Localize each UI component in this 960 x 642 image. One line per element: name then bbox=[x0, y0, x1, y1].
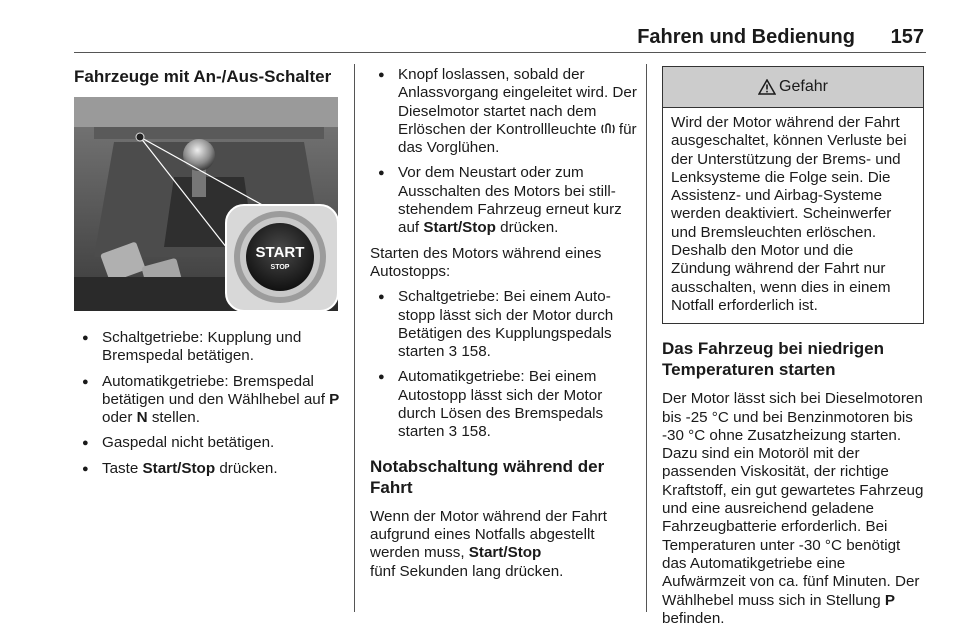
page-number: 157 bbox=[890, 26, 924, 48]
subheading: Notabschaltung während der Fahrt bbox=[370, 456, 605, 497]
steps-list-continued bbox=[370, 66, 638, 238]
list-item: ● Vor dem Neustart oder zum Ausschalten des Motors bei stillstehendem Fahrzeug erneut kurz auf Start/Stop drücken. bbox=[370, 164, 638, 237]
glow-plug-icon bbox=[601, 123, 615, 135]
page-reference[interactable]: 3 158. bbox=[448, 423, 491, 441]
stop-label: STOP bbox=[270, 264, 290, 271]
list-item: ● Taste Start/Stop drücken. bbox=[74, 460, 346, 478]
list-item: ● Knopf loslassen, sobald der Anlassvorgang eingeleitet wird. Der Dieselmotor startet nach dem Erlöschen der Kontrollleuchte für das Vorglühen. bbox=[370, 66, 638, 157]
header-rule bbox=[74, 52, 926, 53]
warning-triangle-icon bbox=[758, 79, 776, 95]
column-2 bbox=[370, 66, 638, 588]
start-label: START bbox=[255, 244, 305, 261]
paragraph: Der Motor lässt sich bei Dieselmotoren bis -25 °C und bei Benzinmotoren bis -30 °C ohne Zusatzheizung starten. Dazu sind ein Motoröl mit der passenden Viskosität, der richtige Kraftstoff, ein gut gewartetes Fahrzeug und eine ausreichend geladene Fahrzeugbatterie erforderlich. Bei Temperaturen unter -30 °C benötigt das Automatikgetriebe eine Aufwärmzeit von ca. fünf Minuten. Der Wählhebel muss sich in Stellung P befinden. bbox=[662, 390, 924, 627]
list-item: ● Schaltgetriebe: Kupplung und Bremspedal betätigen. bbox=[74, 329, 346, 366]
danger-box bbox=[662, 66, 924, 324]
start-stop-button-photo bbox=[74, 97, 338, 311]
subheading: Das Fahrzeug bei niedrigen Temperaturen starten bbox=[662, 339, 884, 380]
danger-body: Wird der Motor während der Fahrt ausgeschaltet, können Verluste bei der Unterstützung der Brems- und Lenksysteme die Folge sein. Die Assistenz- und Airbag-Systeme werden deaktiviert. Scheinwerfer und Bremsleuchten erlöschen. Deshalb den Motor und die Zündung während der Fahrt nur ausschalten, wenn dies in einem Notfall erforderlich ist. bbox=[671, 114, 907, 314]
page-reference[interactable]: 3 158. bbox=[448, 343, 491, 361]
list-item: ● Automatikgetriebe: Bei einem Autostopp lässt sich der Motor durch Lösen des Bremspedals starten 3 158. bbox=[370, 368, 638, 441]
column-divider-1 bbox=[354, 64, 355, 612]
paragraph: Starten des Motors während eines Autostopps: bbox=[370, 244, 602, 280]
column-divider-2 bbox=[646, 64, 647, 612]
running-header-title: Fahren und Bedienung bbox=[637, 26, 855, 48]
autostop-list bbox=[370, 288, 638, 441]
danger-title: Gefahr bbox=[779, 77, 828, 95]
paragraph: Wenn der Motor während der Fahrt aufgrund eines Notfalls abgestellt werden muss, Start/Stop fünf Sekunden lang drücken. bbox=[370, 507, 607, 580]
danger-header bbox=[663, 67, 923, 108]
column-1 bbox=[74, 66, 346, 485]
list-item: ● Gaspedal nicht betätigen. bbox=[74, 434, 346, 452]
column-3 bbox=[662, 66, 928, 635]
section-heading: Fahrzeuge mit An-/Aus-Schalter bbox=[74, 67, 332, 86]
steps-list bbox=[74, 329, 346, 478]
list-item: ● Schaltgetriebe: Bei einem Autostopp lässt sich der Motor durch Betätigen des Kupplungspedals starten 3 158. bbox=[370, 288, 638, 361]
list-item: ● Automatikgetriebe: Bremspedal betätigen und den Wählhebel auf P oder N stellen. bbox=[74, 373, 346, 428]
